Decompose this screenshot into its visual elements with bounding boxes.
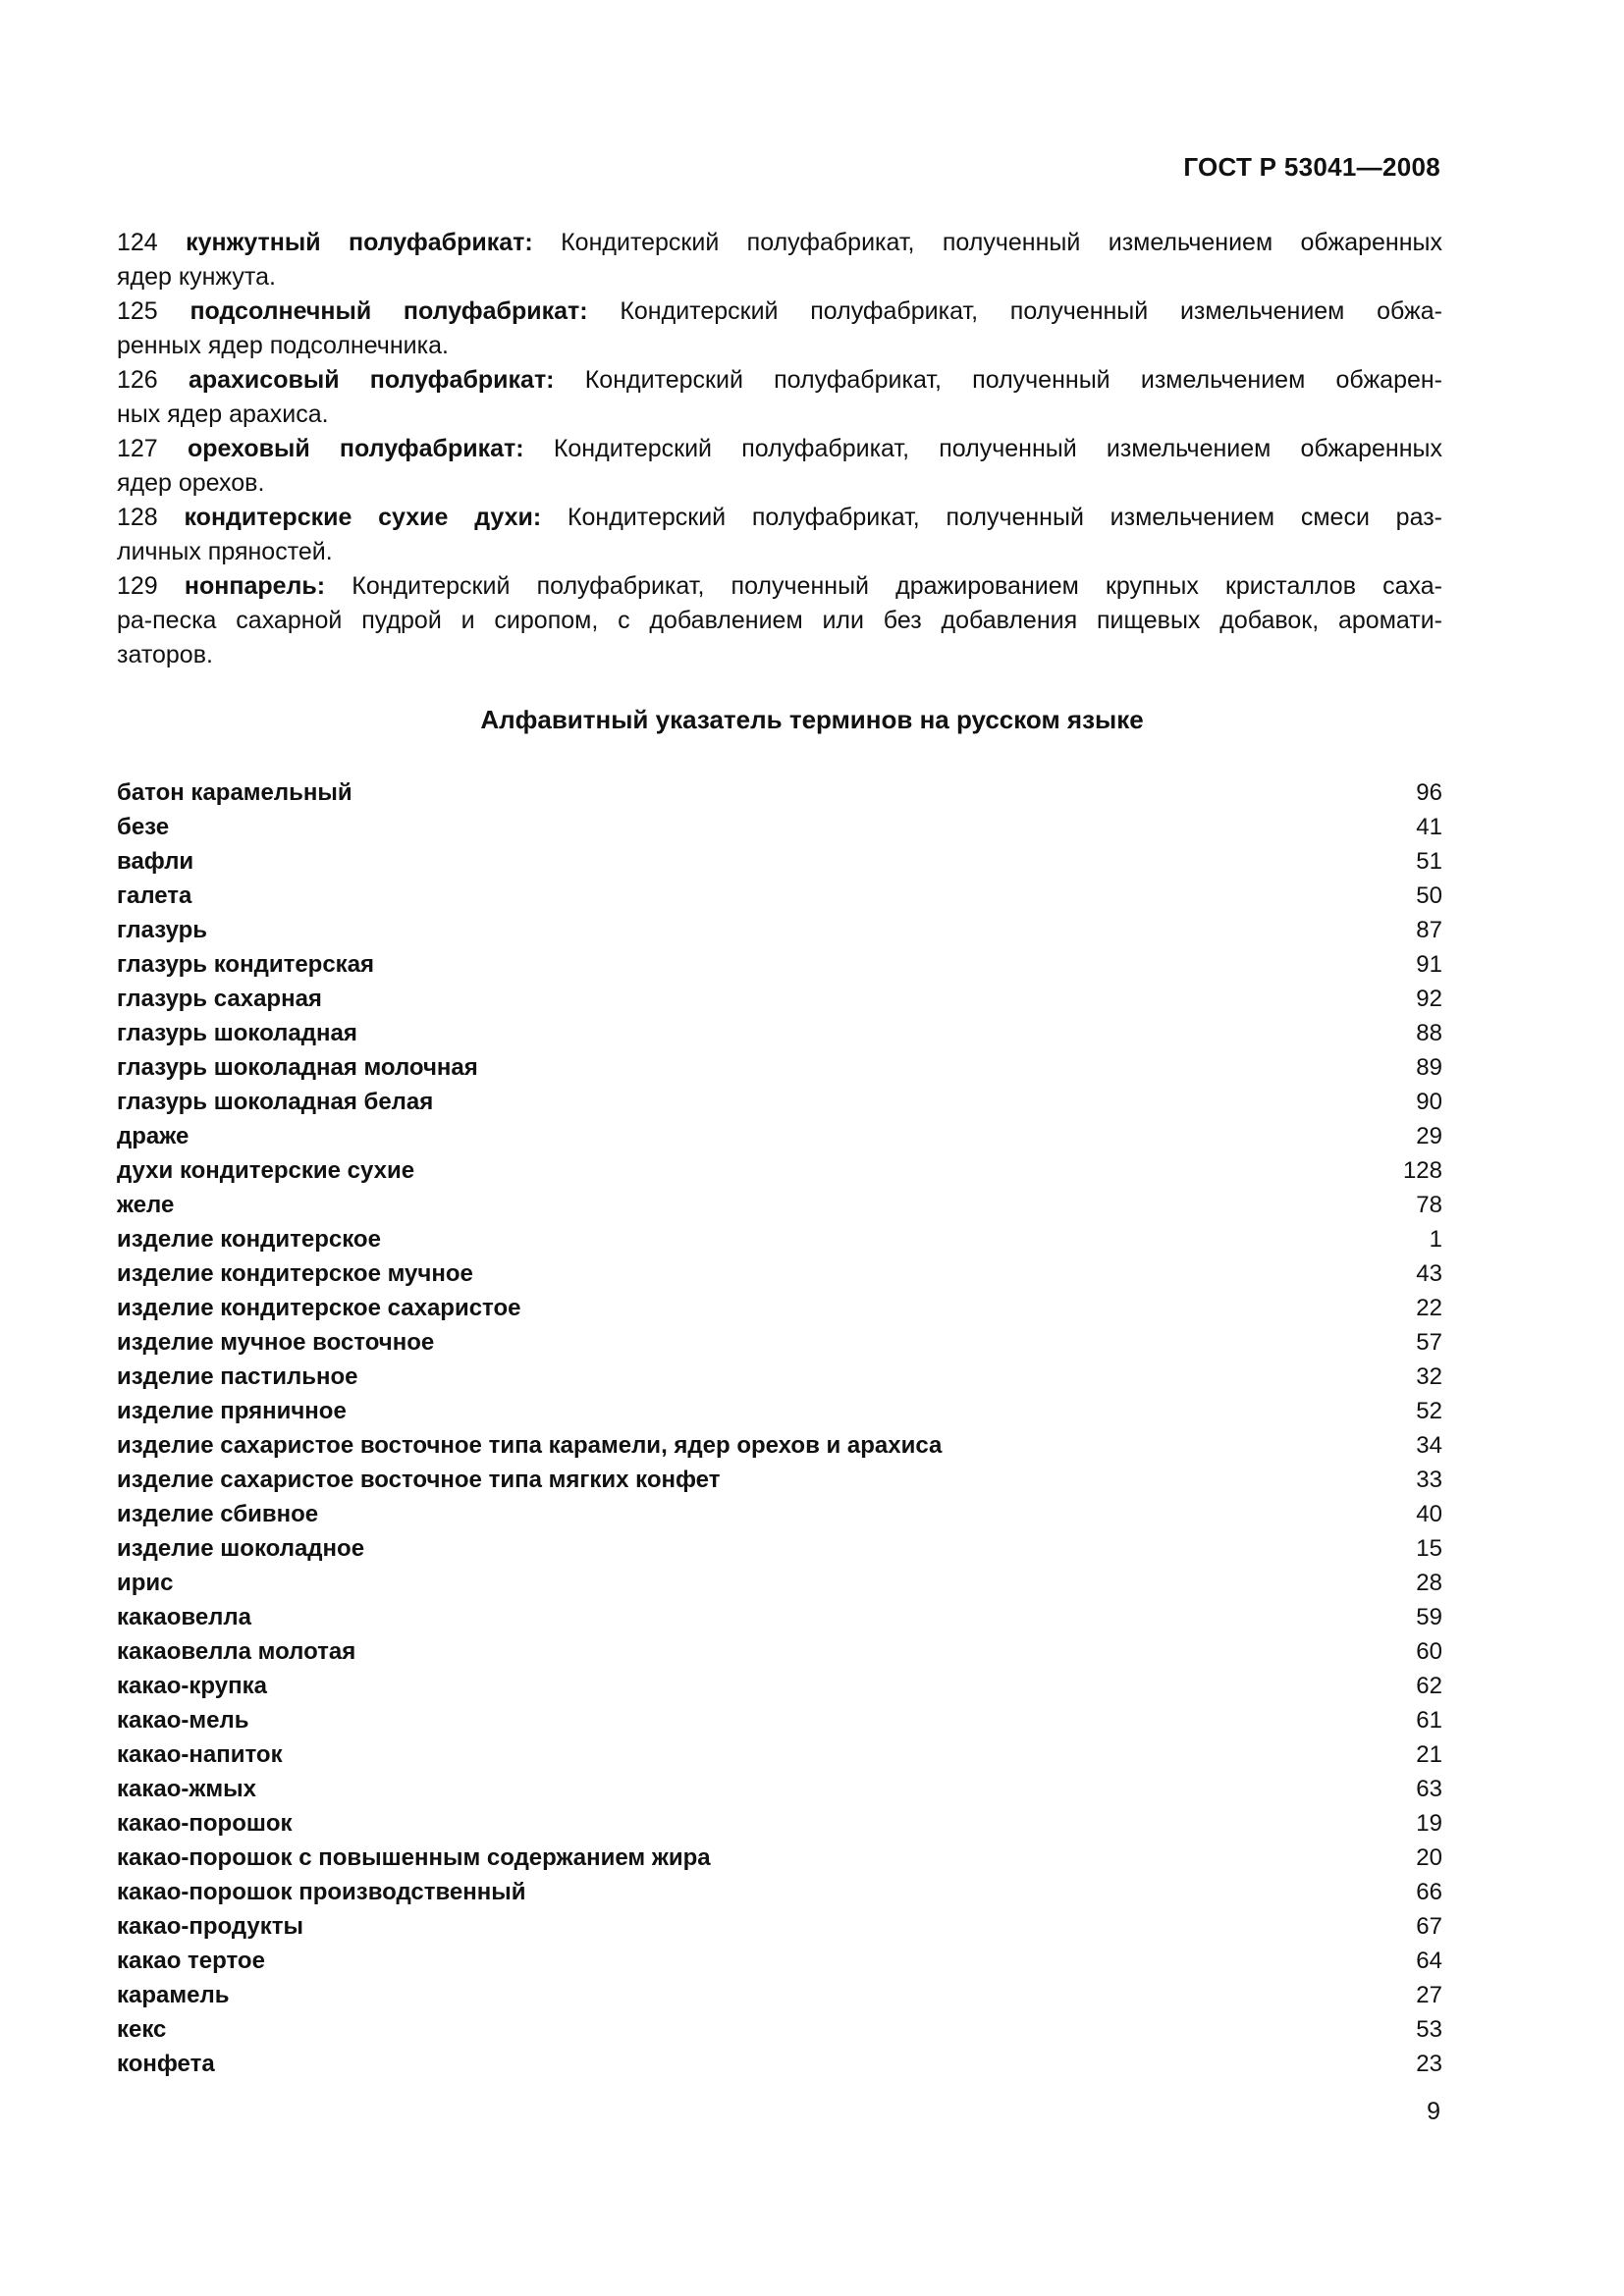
index-term: изделие шоколадное	[117, 1535, 365, 1562]
index-term-number: 21	[1416, 1741, 1442, 1768]
index-entry	[117, 1119, 1442, 1153]
term-text: Кондитерский полуфабрикат, полученный измельчением обжа-	[587, 297, 1442, 325]
index-term-number: 52	[1416, 1398, 1442, 1424]
index-term: какаовелла молотая	[117, 1638, 356, 1665]
index-term-number: 1	[1429, 1226, 1442, 1253]
index-term-number: 67	[1416, 1913, 1442, 1940]
index-entry	[117, 1909, 1442, 1944]
index-entry	[117, 1978, 1442, 2012]
index-term-number: 128	[1402, 1157, 1442, 1184]
index-term-number: 43	[1416, 1260, 1442, 1287]
term-line	[117, 432, 1442, 466]
term-line	[117, 294, 1442, 329]
index-entry	[117, 1325, 1442, 1360]
index-term-number: 62	[1416, 1673, 1442, 1699]
index-term-number: 15	[1416, 1535, 1442, 1562]
term-name: кунжутный полуфабрикат:	[186, 229, 533, 256]
index-entry	[117, 1566, 1442, 1600]
index-entry	[117, 1085, 1442, 1119]
index-term: глазурь кондитерская	[117, 951, 375, 978]
index-term: ирис	[117, 1570, 174, 1596]
page-number: 9	[1427, 2098, 1440, 2125]
index-entry	[117, 1188, 1442, 1222]
index-term-number: 96	[1416, 779, 1442, 806]
index-term-number: 60	[1416, 1638, 1442, 1665]
term-definitions	[117, 226, 1442, 672]
index-term-number: 89	[1416, 1054, 1442, 1081]
index-term-number: 19	[1416, 1810, 1442, 1837]
term-text: ных ядер арахиса.	[117, 400, 329, 428]
index-entry	[117, 1394, 1442, 1428]
index-entry	[117, 1944, 1442, 1978]
index-term: какао-мель	[117, 1707, 249, 1734]
term-text: Кондитерский полуфабрикат, полученный дражированием крупных кристаллов саха-	[325, 572, 1442, 600]
index-term-number: 22	[1416, 1295, 1442, 1321]
term-line	[117, 226, 1442, 260]
index-term-number: 51	[1416, 848, 1442, 875]
term-number: 129	[117, 572, 158, 600]
index-entry	[117, 1222, 1442, 1256]
index-entry	[117, 775, 1442, 810]
index-term: изделие кондитерское сахаристое	[117, 1295, 521, 1321]
index-entry	[117, 1737, 1442, 1772]
index-term: глазурь шоколадная	[117, 1020, 357, 1046]
index-term: желе	[117, 1192, 175, 1218]
index-term: какао-продукты	[117, 1913, 304, 1940]
term-text: Кондитерский полуфабрикат, полученный измельчением обжаренных	[532, 229, 1442, 256]
index-term-number: 90	[1416, 1089, 1442, 1115]
term-text: Кондитерский полуфабрикат, полученный измельчением обжарен-	[554, 366, 1443, 394]
index-entry	[117, 1256, 1442, 1291]
index-term-number: 88	[1416, 1020, 1442, 1046]
index-term-number: 87	[1416, 917, 1442, 943]
term-number: 124	[117, 229, 158, 256]
index-term-number: 40	[1416, 1501, 1442, 1527]
term-line	[117, 604, 1442, 638]
term-text: Кондитерский полуфабрикат, полученный измельчением смеси раз-	[541, 504, 1442, 531]
index-entry	[117, 1875, 1442, 1909]
index-entry	[117, 1600, 1442, 1634]
index-term: глазурь шоколадная молочная	[117, 1054, 478, 1081]
index-term: изделие пряничное	[117, 1398, 347, 1424]
index-term: изделие сахаристое восточное типа мягких конфет	[117, 1467, 721, 1493]
term-number: 128	[117, 504, 158, 531]
index-term-number: 50	[1416, 882, 1442, 909]
index-entry	[117, 1153, 1442, 1188]
index-entry	[117, 1841, 1442, 1875]
index-entry	[117, 982, 1442, 1016]
index-term: какао-порошок	[117, 1810, 293, 1837]
index-term-number: 57	[1416, 1329, 1442, 1356]
index-term-number: 59	[1416, 1604, 1442, 1630]
term-line	[117, 638, 1442, 672]
index-entry	[117, 1531, 1442, 1566]
index-term: какаовелла	[117, 1604, 252, 1630]
index-term: глазурь шоколадная белая	[117, 1089, 434, 1115]
index-entry	[117, 947, 1442, 982]
term-text: Кондитерский полуфабрикат, полученный измельчением обжаренных	[523, 435, 1442, 462]
index-term: изделие пастильное	[117, 1363, 358, 1390]
index-term: батон карамельный	[117, 779, 352, 806]
index-entry	[117, 1016, 1442, 1050]
index-term-number: 27	[1416, 1982, 1442, 2008]
index-term-number: 34	[1416, 1432, 1442, 1459]
index-term: какао-порошок производственный	[117, 1879, 526, 1905]
index-term: изделие кондитерское	[117, 1226, 381, 1253]
index-entry	[117, 1291, 1442, 1325]
index-term: изделие сбивное	[117, 1501, 319, 1527]
term-line	[117, 329, 1442, 363]
index-term: драже	[117, 1123, 189, 1149]
term-line	[117, 466, 1442, 501]
index-term: изделие кондитерское мучное	[117, 1260, 473, 1287]
index-term-number: 91	[1416, 951, 1442, 978]
term-line	[117, 363, 1442, 398]
index-entry	[117, 1497, 1442, 1531]
term-text: личных пряностей.	[117, 538, 333, 565]
index-term: глазурь	[117, 917, 208, 943]
index-term-number: 28	[1416, 1570, 1442, 1596]
term-number: 127	[117, 435, 158, 462]
index-term-number: 92	[1416, 986, 1442, 1012]
index-entry	[117, 879, 1442, 913]
index-entry	[117, 810, 1442, 844]
term-line	[117, 260, 1442, 294]
index-entry	[117, 1360, 1442, 1394]
term-number: 125	[117, 297, 158, 325]
index-entry	[117, 1703, 1442, 1737]
index-term-number: 32	[1416, 1363, 1442, 1390]
index-term-number: 53	[1416, 2016, 1442, 2043]
index-entry	[117, 1428, 1442, 1463]
term-line	[117, 398, 1442, 432]
index-term: изделие сахаристое восточное типа карамели, ядер орехов и арахиса	[117, 1432, 943, 1459]
index-term-number: 64	[1416, 1948, 1442, 1974]
index-entry	[117, 1772, 1442, 1806]
term-number: 126	[117, 366, 158, 394]
index-entry	[117, 1669, 1442, 1703]
term-name: ореховый полуфабрикат:	[187, 435, 524, 462]
term-line	[117, 569, 1442, 604]
index-entry	[117, 1634, 1442, 1669]
alphabetical-index	[117, 775, 1442, 2081]
index-term-number: 41	[1416, 814, 1442, 840]
index-term: какао-крупка	[117, 1673, 267, 1699]
index-term: галета	[117, 882, 192, 909]
index-entry	[117, 913, 1442, 947]
index-entry	[117, 2047, 1442, 2081]
index-term-number: 63	[1416, 1776, 1442, 1802]
index-term: глазурь сахарная	[117, 986, 322, 1012]
index-term: карамель	[117, 1982, 230, 2008]
index-term: какао-напиток	[117, 1741, 283, 1768]
index-term: конфета	[117, 2051, 215, 2077]
term-line	[117, 535, 1442, 569]
term-text: ядер орехов.	[117, 469, 265, 497]
term-text: ренных ядер подсолнечника.	[117, 332, 449, 359]
index-term: кекс	[117, 2016, 167, 2043]
index-term-number: 78	[1416, 1192, 1442, 1218]
index-term-number: 23	[1416, 2051, 1442, 2077]
term-text: ядер кунжута.	[117, 263, 276, 291]
index-title: Алфавитный указатель терминов на русском языке	[480, 705, 1144, 734]
index-term: какао тертое	[117, 1948, 265, 1974]
index-term: изделие мучное восточное	[117, 1329, 435, 1356]
index-entry	[117, 1050, 1442, 1085]
index-term: вафли	[117, 848, 194, 875]
index-term: какао-порошок с повышенным содержанием жира	[117, 1844, 711, 1871]
index-entry	[117, 1463, 1442, 1497]
index-term-number: 66	[1416, 1879, 1442, 1905]
term-name: арахисовый полуфабрикат:	[188, 366, 555, 394]
term-text: заторов.	[117, 641, 213, 668]
document-id-header: ГОСТ Р 53041—2008	[1183, 152, 1440, 182]
term-text: ра-песка сахарной пудрой и сиропом, с добавлением или без добавления пищевых добавок, аромати-	[117, 607, 1442, 634]
index-term-number: 33	[1416, 1467, 1442, 1493]
term-line	[117, 501, 1442, 535]
index-term-number: 61	[1416, 1707, 1442, 1734]
index-term-number: 20	[1416, 1844, 1442, 1871]
index-entry	[117, 2012, 1442, 2047]
index-term: какао-жмых	[117, 1776, 256, 1802]
index-term-number: 29	[1416, 1123, 1442, 1149]
index-entry	[117, 844, 1442, 879]
term-name: кондитерские сухие духи:	[184, 504, 542, 531]
term-name: подсолнечный полуфабрикат:	[189, 297, 588, 325]
index-term: духи кондитерские сухие	[117, 1157, 415, 1184]
index-entry	[117, 1806, 1442, 1841]
index-term: безе	[117, 814, 170, 840]
term-name: нонпарель:	[184, 572, 326, 600]
